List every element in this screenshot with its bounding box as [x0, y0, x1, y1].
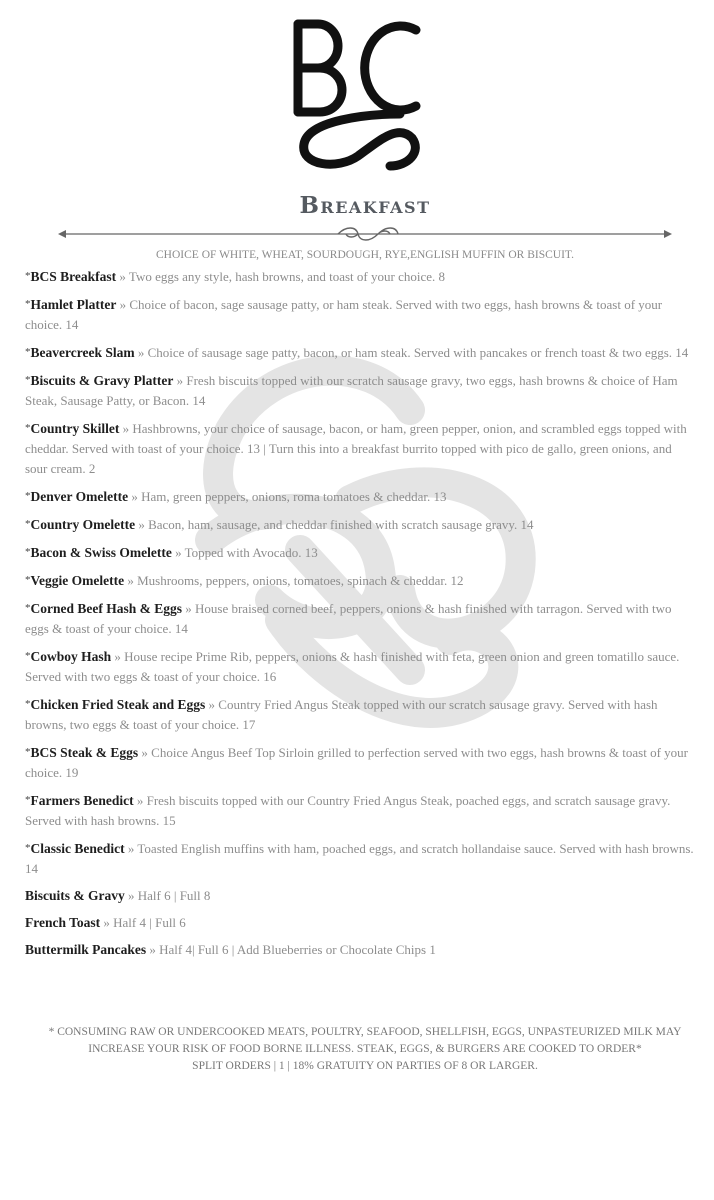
menu-item — [25, 370, 697, 411]
menu-item-name: Bacon & Swiss Omelette — [30, 545, 172, 560]
menu-item-name: Cowboy Hash — [30, 649, 112, 664]
menu-item-name: Country Omelette — [30, 517, 136, 532]
menu-item-name: Denver Omelette — [30, 489, 129, 504]
menu-item — [25, 694, 697, 735]
menu-item — [25, 570, 697, 591]
page-title: Breakfast — [299, 192, 431, 219]
menu-item — [25, 294, 697, 335]
consumer-warning: * CONSUMING RAW OR UNDERCOOKED MEATS, POULTRY, SEAFOOD, SHELLFISH, EGGS, UNPASTEURIZED MILK MAY INCREASE YOUR RISK OF FOOD BORNE ILLNESS. STEAK, EGGS, & BURGERS ARE COOKED TO ORDER* — [48, 1026, 682, 1055]
menu-item-name: Biscuits & Gravy — [25, 888, 125, 903]
raw-warning-asterisk: * — [25, 270, 31, 282]
menu-item-description: » House braised corned beef, peppers, onions & hash finished with tarragon. Served with two eggs & toast of your choice. 14 — [25, 601, 672, 636]
menu-item-name: BCS Steak & Eggs — [30, 745, 139, 760]
raw-warning-asterisk: * — [25, 650, 31, 662]
menu-item — [25, 486, 697, 507]
menu-item — [25, 646, 697, 687]
menu-item — [25, 886, 697, 906]
menu-item-description: » Two eggs any style, hash browns, and toast of your choice. 8 — [116, 269, 445, 284]
menu-item — [25, 542, 697, 563]
menu-item-description: » Half 6 | Full 8 — [124, 888, 211, 903]
menu-item — [25, 790, 697, 831]
menu-item-description: » Bacon, ham, sausage, and cheddar finished with scratch sausage gravy. 14 — [135, 517, 534, 532]
menu-item-description: » Choice of bacon, sage sausage patty, or ham steak. Served with two eggs, hash browns & toast of your choice. 14 — [25, 297, 663, 332]
menu-item-name: Farmers Benedict — [30, 793, 134, 808]
raw-warning-asterisk: * — [25, 602, 31, 614]
raw-warning-asterisk: * — [25, 698, 31, 710]
menu-item-name: Veggie Omelette — [30, 573, 125, 588]
raw-warning-asterisk: * — [25, 574, 31, 586]
ornamental-divider — [58, 224, 672, 244]
menu-item — [25, 342, 697, 363]
menu-item — [25, 598, 697, 639]
menu-item — [25, 913, 697, 933]
menu-item — [25, 838, 697, 879]
menu-item — [25, 266, 697, 287]
raw-warning-asterisk: * — [25, 546, 31, 558]
menu-item — [25, 514, 697, 535]
menu-item-description: » House recipe Prime Rib, peppers, onions & hash finished with feta, green onion and green tomatillo sauce. Served with two eggs & toast of your choice. 16 — [25, 649, 680, 684]
raw-warning-asterisk: * — [25, 518, 31, 530]
menu-item — [25, 742, 697, 783]
raw-warning-asterisk: * — [25, 374, 31, 386]
menu-item-description: » Fresh biscuits topped with our scratch sausage gravy, two eggs, hash browns & choice of Ham Steak, Sausage Patty, or Bacon. 14 — [25, 373, 678, 408]
menu-item-description: » Country Fried Angus Steak topped with our scratch sausage gravy. Served with hash browns, two eggs & toast of your choice. 17 — [25, 697, 658, 732]
menu-item-description: » Topped with Avocado. 13 — [171, 545, 318, 560]
menu-item-name: Hamlet Platter — [30, 297, 117, 312]
menu-item-description: » Hashbrowns, your choice of sausage, bacon, or ham, green pepper, onion, and scrambled eggs topped with cheddar. Served with toast of your choice. 13 | Turn this into a breakfast burrito topped with pico de gallo, green onions, and sour cream. 2 — [25, 421, 687, 476]
menu-item-name: BCS Breakfast — [30, 269, 117, 284]
menu-item-description: » Choice Angus Beef Top Sirloin grilled to perfection served with two eggs, hash browns & toast of your choice. 19 — [25, 745, 688, 780]
raw-warning-asterisk: * — [25, 422, 31, 434]
menu-item-name: Corned Beef Hash & Eggs — [30, 601, 182, 616]
menu-item — [25, 940, 697, 960]
menu-item-description: » Half 4 | Full 6 — [100, 915, 186, 930]
bcs-logo — [288, 16, 428, 176]
raw-warning-asterisk: * — [25, 842, 31, 854]
menu-item — [25, 418, 697, 479]
raw-warning-asterisk: * — [25, 746, 31, 758]
menu-item-name: Country Skillet — [30, 421, 120, 436]
footer — [20, 1024, 710, 1075]
raw-warning-asterisk: * — [25, 346, 31, 358]
menu-item-description: » Toasted English muffins with ham, poached eggs, and scratch hollandaise sauce. Served with hash browns. 14 — [25, 841, 694, 876]
menu-item-description: » Ham, green peppers, onions, roma tomatoes & cheddar. 13 — [128, 489, 447, 504]
menu-item-name: Biscuits & Gravy Platter — [30, 373, 174, 388]
menu-item-description: » Half 4| Full 6 | Add Blueberries or Chocolate Chips 1 — [146, 942, 436, 957]
menu-item-name: Classic Benedict — [30, 841, 125, 856]
menu-item-name: Buttermilk Pancakes — [25, 942, 147, 957]
split-order-note: SPLIT ORDERS | 1 | 18% GRATUITY ON PARTIES OF 8 OR LARGER. — [192, 1060, 538, 1072]
raw-warning-asterisk: * — [25, 490, 31, 502]
menu-item-description: » Mushrooms, peppers, onions, tomatoes, spinach & cheddar. 12 — [124, 573, 464, 588]
menu-item-name: Beavercreek Slam — [30, 345, 135, 360]
menu-item-description: » Fresh biscuits topped with our Country Fried Angus Steak, poached eggs, and scratch sausage gravy. Served with hash browns. 15 — [25, 793, 671, 828]
menu-item-description: » Choice of sausage sage patty, bacon, or ham steak. Served with pancakes or french toast & two eggs. 14 — [134, 345, 689, 360]
raw-warning-asterisk: * — [25, 298, 31, 310]
menu-item-name: French Toast — [25, 915, 101, 930]
breakfast-menu — [25, 266, 697, 967]
menu-item-name: Chicken Fried Steak and Eggs — [30, 697, 206, 712]
bread-choice-note: CHOICE OF WHITE, WHEAT, SOURDOUGH, RYE,ENGLISH MUFFIN OR BISCUIT. — [156, 249, 574, 261]
raw-warning-asterisk: * — [25, 794, 31, 806]
